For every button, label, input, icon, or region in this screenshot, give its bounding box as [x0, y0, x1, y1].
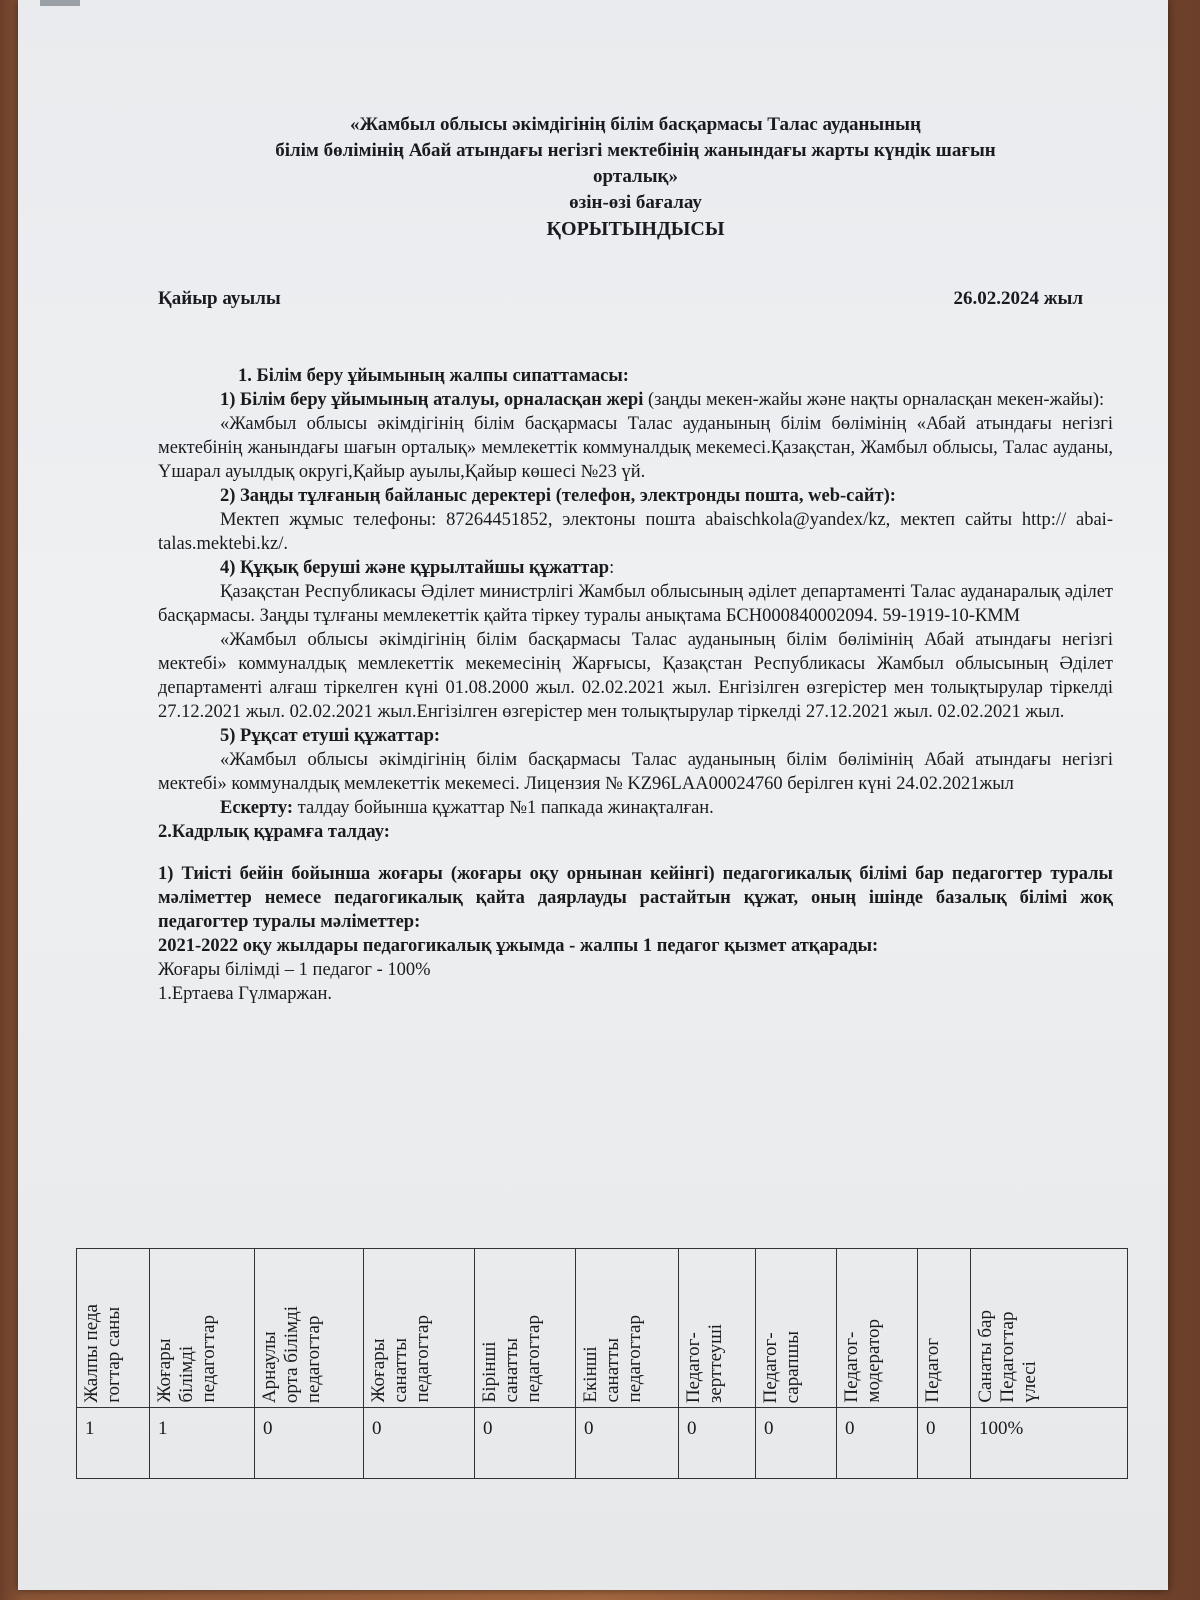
document-content	[158, 112, 1113, 1006]
section1-sub1-heading	[158, 388, 1113, 412]
header-highest-category: Жоғары санатты педагогтар	[368, 1315, 433, 1403]
section1-sub4-heading: 4) Құқық беруші және құрылтайшы құжаттар	[220, 558, 610, 578]
section1-sub4-colon: :	[609, 558, 615, 578]
paper-clip-mark	[40, 0, 80, 6]
value-higher-education: 1	[150, 1408, 255, 1479]
title-line-1: «Жамбыл облысы әкімдігінің білім басқармасы Талас ауданының	[350, 114, 921, 135]
section1-sub5-text: «Жамбыл облысы әкімдігінің білім басқармасы Талас ауданының білім бөлімінің Абай атындағы негізгі мектебі» коммуналдық мемлекеттік мекемесі. Лицензия № KZ96LAA00024760 берілген күні 24.02.2021жыл	[158, 750, 1113, 794]
place-label: Қайыр ауылы	[158, 288, 281, 309]
document-title	[158, 112, 1113, 242]
table-header-cell	[971, 1249, 1128, 1408]
place-date-row	[158, 288, 1113, 310]
section1-sub4-heading-line	[158, 556, 1113, 580]
header-total-teachers: Жалпы педа гогтар саны	[81, 1304, 124, 1403]
value-expert: 0	[756, 1408, 837, 1479]
date-label: 26.02.2024 жыл	[953, 288, 1083, 309]
value-moderator: 0	[837, 1408, 918, 1479]
header-expert: Педагог- сарапшы	[760, 1330, 803, 1403]
value-special-secondary: 0	[255, 1408, 364, 1479]
section1-sub2-heading: 2) Заңды тұлғаның байланыс деректері (телефон, электронды пошта, web-сайт):	[220, 486, 896, 506]
document-page	[18, 0, 1168, 1590]
spacer	[158, 844, 1113, 862]
header-higher-education: Жоғары білімді педагогтар	[154, 1315, 219, 1403]
value-teacher: 0	[918, 1408, 971, 1479]
value-researcher: 0	[679, 1408, 756, 1479]
note-text: талдау бойынша құжаттар №1 папкада жинақталған.	[293, 798, 714, 818]
value-second-category: 0	[576, 1408, 679, 1479]
table-header-cell	[576, 1249, 679, 1408]
section2-sub1-heading: 1) Тиісті бейін бойынша жоғары (жоғары оқу орнынан кейінгі) педагогикалық білімі бар педагогтер туралы мәліметтер немесе педагогикалық қайта даярлауды растайтын құжат, оның ішінде базалық білімі жоқ педагогтер туралы мәліметтер:	[158, 864, 1113, 932]
header-first-category: Бірінші санатты педагогтар	[479, 1315, 544, 1403]
table-header-cell	[77, 1249, 150, 1408]
section1-sub5-heading: 5) Рұқсат етуші құжаттар:	[220, 726, 441, 746]
title-line-4: өзін-өзі бағалау	[569, 192, 702, 213]
value-first-category: 0	[475, 1408, 576, 1479]
table-header-cell	[756, 1249, 837, 1408]
header-second-category: Екінші санатты педагогтар	[580, 1315, 645, 1403]
section1-sub4-text1: Қазақстан Республикасы Әділет министрлігі Жамбыл облысының әділет департаменті Талас ауданаралық әділет басқармасы. Заңды тұлғаны мемлекеттік қайта тіркеу туралы анықтама БСН000840002094. 59-1919-10-КММ	[158, 582, 1113, 626]
table-header-cell	[150, 1249, 255, 1408]
table-header-cell	[255, 1249, 364, 1408]
header-researcher: Педагог- зерттеуші	[683, 1323, 726, 1403]
table-header-cell	[475, 1249, 576, 1408]
section1-sub1-bold: 1) Білім беру ұйымының аталуы, орналасқан жері	[220, 390, 644, 410]
title-line-5: ҚОРЫТЫНДЫСЫ	[546, 218, 725, 240]
table-header-cell	[364, 1249, 475, 1408]
staff-table	[76, 1248, 1128, 1479]
value-highest-category: 0	[364, 1408, 475, 1479]
table-header-cell	[918, 1249, 971, 1408]
section1-heading: 1. Білім беру ұйымының жалпы сипаттамасы:	[238, 366, 629, 386]
value-total-teachers: 1	[77, 1408, 150, 1479]
section1-sub1-text: «Жамбыл облысы әкімдігінің білім басқармасы Талас ауданының білім бөлімінің «Абай атындағы негізгі мектебінің жанындағы шағын орталық» мемлекеттік коммуналдық мекемесі.Қазақстан, Жамбыл облысы, Талас ауданы, Үшарал ауылдық округі,Қайыр ауылы,Қайыр көшесі №23 үй.	[158, 414, 1113, 482]
header-moderator: Педагог- модератор	[841, 1319, 884, 1403]
title-line-2: білім бөлімінің Абай атындағы негізгі мектебінің жанындағы жарты күндік шағын	[275, 140, 996, 161]
section2-heading: 2.Кадрлық құрамға талдау:	[158, 822, 390, 842]
section1-sub1-rest: (заңды мекен-жайы және нақты орналасқан мекен-жайы):	[643, 390, 1105, 410]
section2-higher-line: Жоғары білімді – 1 педагог - 100%	[158, 960, 431, 980]
header-category-share: Санаты бар Педагогтар үлесі	[975, 1310, 1040, 1403]
table-header-cell	[679, 1249, 756, 1408]
section2-year-line: 2021-2022 оқу жылдары педагогикалық ұжымда - жалпы 1 педагог қызмет атқарады:	[158, 936, 879, 956]
table-row	[77, 1408, 1128, 1479]
table-header-cell	[837, 1249, 918, 1408]
section2-teacher: 1.Ертаева Гүлмаржан.	[158, 984, 332, 1004]
value-category-share: 100%	[971, 1408, 1128, 1479]
section1-sub2-text: Мектеп жұмыс телефоны: 87264451852, электоны пошта abaischkola@yandex/kz, мектеп сайты http:// abai-talas.mektebi.kz/.	[158, 510, 1113, 554]
section1-note	[158, 796, 1113, 820]
document-body	[158, 364, 1113, 1006]
table-header-row	[77, 1249, 1128, 1408]
note-label: Ескерту:	[220, 798, 294, 818]
header-special-secondary: Арнаулы орта білімді педагогтар	[259, 1305, 324, 1403]
header-teacher: Педагог	[922, 1338, 943, 1403]
title-line-3: орталық»	[593, 166, 678, 187]
section1-sub4-text2: «Жамбыл облысы әкімдігінің білім басқармасы Талас ауданының білім бөлімінің Абай атындағы негізгі мектебі» коммуналдық мемлекеттік мекемесінің Жарғысы, Қазақстан Республикасы Жамбыл облысының Әділет департаменті алғаш тіркелген күні 01.08.2000 жыл. 02.02.2021 жыл. Енгізілген өзгерістер мен толықтырулар тіркелді 27.12.2021 жыл. 02.02.2021 жыл.Енгізілген өзгерістер мен толықтырулар тіркелді 27.12.2021 жыл. 02.02.2021 жыл.	[158, 630, 1113, 722]
